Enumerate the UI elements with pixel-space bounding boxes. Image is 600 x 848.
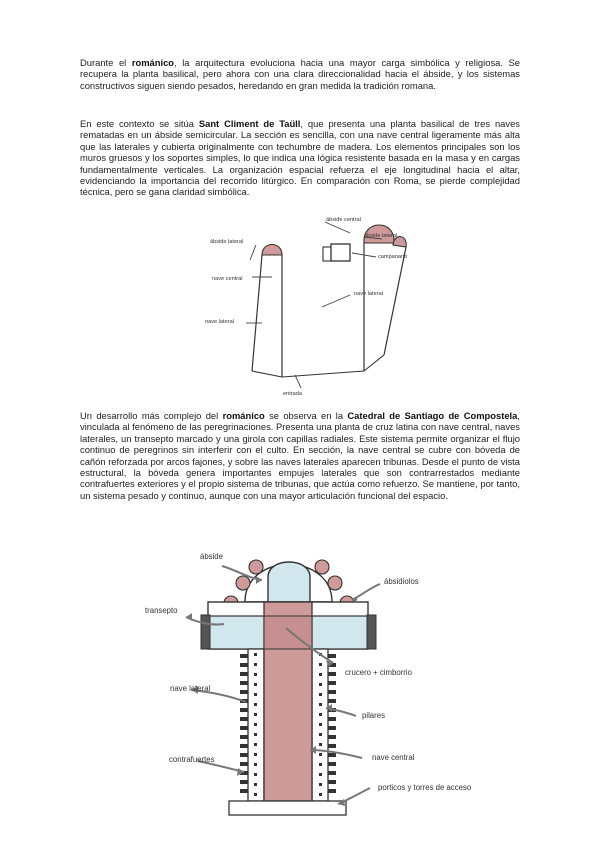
buttress (328, 753, 336, 757)
text-run: Durante el (80, 57, 132, 68)
label-nave-lateral-left: nave lateral (205, 319, 234, 325)
label-nave-central: nave central (372, 753, 415, 762)
buttress (240, 681, 248, 685)
buttress (240, 654, 248, 658)
buttress (328, 681, 336, 685)
pillar (254, 763, 257, 766)
pillar (254, 723, 257, 726)
bold-term: Catedral de Santiago de Compostela (347, 410, 518, 421)
pillar (254, 733, 257, 736)
text-run: En este contexto se sitúa (80, 118, 199, 129)
pillar (254, 783, 257, 786)
buttress (328, 735, 336, 739)
buttress (240, 672, 248, 676)
pillar (254, 673, 257, 676)
pillar (254, 753, 257, 756)
text-run: se observa en la (264, 410, 348, 421)
pillar (319, 723, 322, 726)
buttress (328, 717, 336, 721)
pillar (319, 683, 322, 686)
pillar (254, 703, 257, 706)
label-absidiolos: ábsidiolos (384, 577, 419, 586)
label-crucero-cimborrio: crucero + cimborrio (345, 668, 412, 677)
pillar (319, 763, 322, 766)
label-abside-lateral-left: ábside lateral (210, 239, 244, 245)
label-abside-central: ábside central (326, 217, 361, 223)
buttress (328, 744, 336, 748)
pillar (319, 693, 322, 696)
buttress (240, 780, 248, 784)
text-run: , la arquitectura evoluciona hacia una mayor carga simbólica y religiosa. Se recupera la planta basilical, pero ahora con una clara direccionalidad hacia el ábside, y los sistemas constructivos siguen siendo pesados, heredando en gran medida la tradición romana. (80, 57, 521, 91)
buttress (328, 654, 336, 658)
pillar (254, 683, 257, 686)
bold-term: románico (222, 410, 265, 421)
porticos-torres (229, 801, 346, 815)
text-run: Un desarrollo más complejo del (80, 410, 223, 421)
figure-santiago-plan (0, 540, 600, 840)
buttress (240, 663, 248, 667)
pillar (319, 663, 322, 666)
pillar (319, 783, 322, 786)
buttress (328, 780, 336, 784)
buttress (328, 789, 336, 793)
buttress (240, 717, 248, 721)
buttress (240, 735, 248, 739)
pillar (319, 713, 322, 716)
label-nave-lateral: nave lateral (170, 684, 211, 693)
buttress (240, 762, 248, 766)
paragraph-sant-climent (80, 118, 520, 198)
pillar (319, 753, 322, 756)
figure-sant-climent-plan (0, 205, 600, 405)
pillar (319, 793, 322, 796)
bell-tower (323, 244, 350, 261)
label-abside-lateral-right: ábside lateral (364, 233, 398, 239)
buttress (328, 726, 336, 730)
buttress (240, 744, 248, 748)
pillar (254, 663, 257, 666)
text-run: , vinculada al fenómeno de las peregrinaciones. Presenta una planta de cruz latina con nave central, naves laterales, un transepto marcado y una girola con capillas radiales. Este sistema permite organizar el flujo continuo de peregrinos sin interferir con el culto. En sección, la nave central se cubre con bóveda de cañón reforzada por arcos fajones, y sobre las naves laterales aparecen tribunas. Desde el punto de vista estructural, la bóveda genera importantes empujes laterales que son contrarrestados mediante contrafuertes exteriores y el propio sistema de tribunas, que actúa como refuerzo. Se mantiene, por tanto, un sistema pesado y continuo, aunque con una mayor articulación funcional del espacio. (80, 410, 520, 501)
label-pilares: pilares (362, 711, 385, 720)
label-contrafuertes: contrafuertes (169, 755, 215, 764)
label-campanario: campanario (378, 254, 408, 260)
apse-lateral-left (262, 245, 282, 256)
label-entrada: entrada (283, 391, 302, 397)
buttress (240, 753, 248, 757)
buttress (328, 672, 336, 676)
pillar (319, 673, 322, 676)
buttress (240, 708, 248, 712)
pillar (254, 743, 257, 746)
buttress (240, 726, 248, 730)
label-nave-lateral-right: nave lateral (354, 291, 383, 297)
pillar (319, 703, 322, 706)
buttress (328, 771, 336, 775)
naves-body (252, 243, 406, 377)
label-transepto: transepto (145, 606, 178, 615)
bold-term: Sant Climent de Taüll (198, 118, 301, 129)
buttress (240, 789, 248, 793)
label-abside: ábside (200, 552, 223, 561)
buttress (328, 699, 336, 703)
label-nave-central: nave central (212, 276, 243, 282)
label-porticos-torres: porticos y torres de acceso (378, 783, 472, 792)
bold-term: románico (131, 57, 175, 68)
text-run: , que presenta una planta basilical de tres naves rematadas en un ábside semicircular. La sección es sencilla, con una nave central ligeramente más alta que las laterales y cubierta originalmente con techumbre de madera. Los elementos principales son los muros gruesos y los soportes simples, lo que indica una lógica resistente basada en la masa y en cargas fundamentalmente verticales. La organización espacial refuerza el eje longitudinal hacia el altar, evidenciando la importancia del recorrido litúrgico. En comparación con Roma, se pierde complejidad técnica, pero se gana claridad simbólica. (80, 118, 520, 198)
pillar (319, 733, 322, 736)
paragraph-intro-romanico (80, 57, 520, 91)
pillar (319, 773, 322, 776)
pillar (254, 793, 257, 796)
pillar (319, 743, 322, 746)
pillar (254, 693, 257, 696)
buttress (328, 690, 336, 694)
buttress (240, 690, 248, 694)
pillar (254, 713, 257, 716)
buttress (328, 762, 336, 766)
pillar (254, 653, 257, 656)
pillar (254, 773, 257, 776)
paragraph-santiago (80, 410, 520, 501)
nave-central-crucero (264, 602, 312, 801)
